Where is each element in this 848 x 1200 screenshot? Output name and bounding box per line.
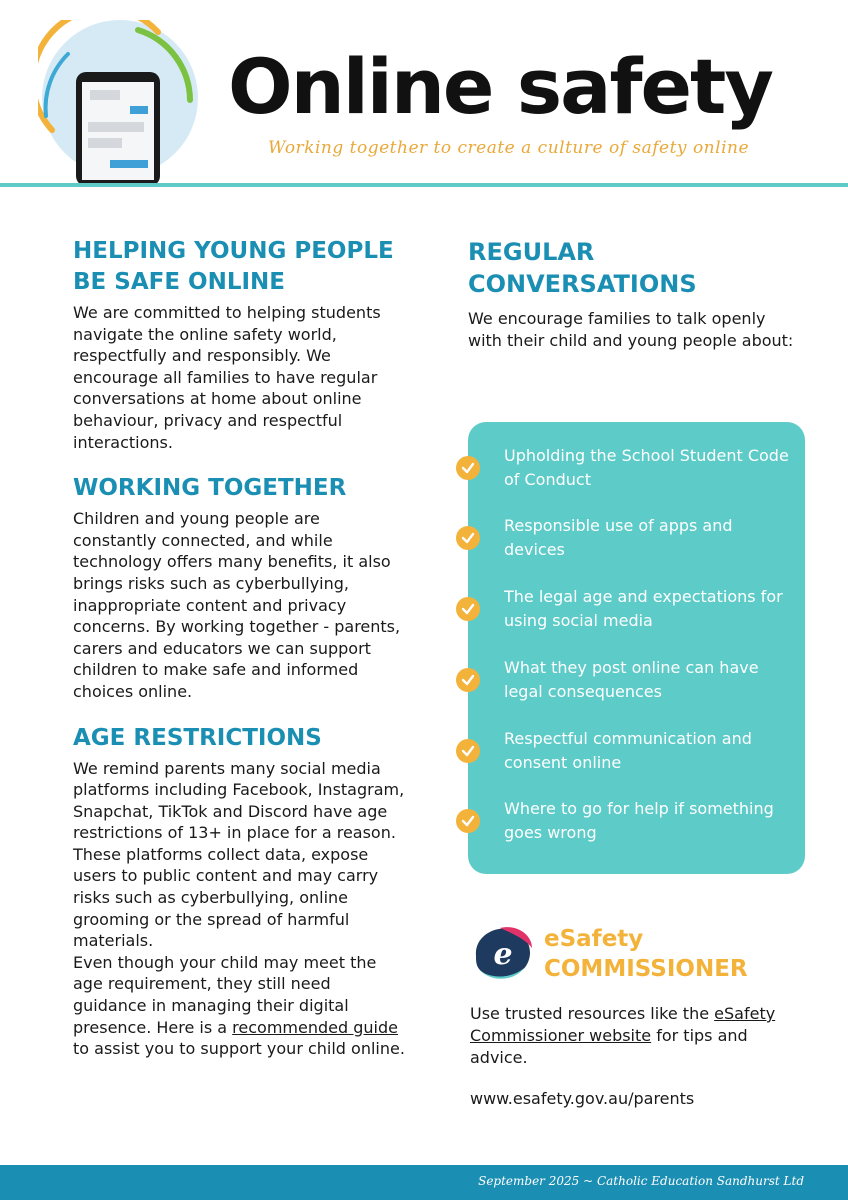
age-heading: AGE RESTRICTIONS	[73, 724, 322, 751]
checklist-text: Where to go for help if something goes wrong	[504, 799, 774, 842]
right-column	[468, 236, 798, 351]
left-column	[73, 236, 408, 1080]
age-section	[73, 723, 408, 1060]
page-title: Online safety	[228, 42, 772, 131]
esafety-line-1: eSafety	[544, 926, 644, 952]
phone-illustration	[38, 20, 208, 190]
check-icon	[456, 456, 480, 480]
age-body-1: We remind parents many social media platforms including Facebook, Instagram, Snapchat, TikTok and Discord have age restrictions of 13+ in place for a reason. These platforms collect data, expose users to public content and may carry risks such as cyberbullying, online grooming or the spread of harmful materials.	[73, 758, 405, 951]
esafety-url: www.esafety.gov.au/parents	[470, 1089, 695, 1108]
check-icon	[456, 526, 480, 550]
resources-text	[470, 1003, 800, 1069]
recommended-guide-link[interactable]: recommended guide	[232, 1017, 398, 1037]
check-icon	[456, 597, 480, 621]
esafety-wordmark	[544, 924, 748, 984]
age-body-2-pre: Even though your child may meet the age requirement, they still need guidance in managing their digital presence. Here is a	[73, 952, 377, 1037]
age-body-2-post: to assist you to support your child online.	[73, 1039, 405, 1059]
esafety-e-icon	[470, 922, 536, 982]
esafety-line-2: COMMISSIONER	[544, 956, 748, 982]
conversations-heading: REGULAR CONVERSATIONS	[468, 238, 697, 298]
working-heading: WORKING TOGETHER	[73, 475, 347, 502]
resources-post: for tips and advice.	[470, 1026, 748, 1067]
footer-bar	[0, 1165, 848, 1200]
helping-section	[73, 236, 408, 453]
age-body-2	[73, 952, 408, 1060]
phone-chat-icon	[38, 20, 208, 190]
conversation-checklist	[468, 422, 805, 874]
header-divider	[0, 183, 848, 187]
checklist-text: What they post online can have legal consequences	[504, 658, 759, 701]
helping-heading: HELPING YOUNG PEOPLE BE SAFE ONLINE	[73, 238, 394, 295]
conversations-intro: We encourage families to talk openly with their child and young people about:	[468, 309, 794, 350]
footer-text: September 2025 ~ Catholic Education Sandhurst Ltd	[478, 1174, 804, 1188]
checklist-text: Responsible use of apps and devices	[504, 516, 733, 559]
esafety-logo-letter: e	[493, 937, 513, 972]
esafety-website-link[interactable]: eSafety Commissioner website	[470, 1004, 776, 1045]
helping-body: We are committed to helping students navigate the online safety world, respectfully and responsibly. We encourage all families to have regular conversations at home about online behaviour, privacy and respectful interactions.	[73, 303, 381, 452]
resources-pre: Use trusted resources like the	[470, 1004, 715, 1023]
check-icon	[456, 739, 480, 763]
working-body: Children and young people are constantly connected, and while technology offers many benefits, it also brings risks such as cyberbullying, inappropriate content and privacy concerns. By working together - parents, carers and educators we can support children to make safe and informed choices online.	[73, 509, 401, 701]
working-section	[73, 473, 408, 702]
checklist-text: The legal age and expectations for using social media	[504, 587, 783, 630]
tagline: Working together to create a culture of safety online	[268, 138, 750, 158]
checklist-text: Upholding the School Student Code of Conduct	[504, 446, 789, 489]
checklist-text: Respectful communication and consent online	[504, 729, 752, 772]
check-icon	[456, 809, 480, 833]
check-icon	[456, 668, 480, 692]
